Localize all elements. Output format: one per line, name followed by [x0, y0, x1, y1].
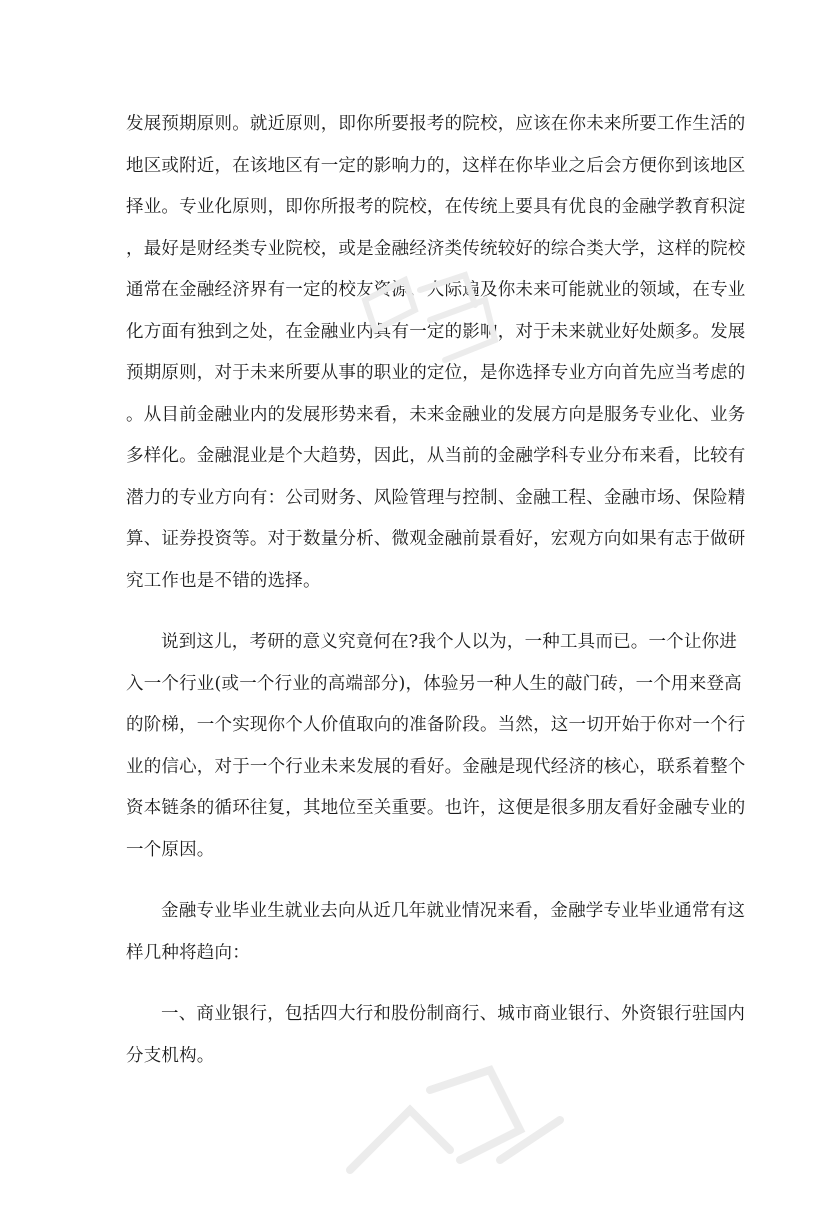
text-line: 算、证券投资等。对于数量分析、微观金融前景看好，宏观方向如果有志于做研: [126, 529, 746, 549]
text-line: 化方面有独到之处，在金融业内具有一定的影响，对于未来就业好处颇多。发展: [126, 321, 746, 342]
text-line: 金融专业毕业生就业去向从近几年就业情况来看，金融学专业毕业通常有这: [161, 901, 746, 921]
text-line: 入一个行业(或一个行业的高端部分)，体验另一种人生的敲门砖，一个用来登高: [126, 673, 742, 694]
text-line: 择业。专业化原则，即你所报考的院校，在传统上要具有优良的金融学教育积淀: [126, 197, 746, 217]
text-line: 发展预期原则。就近原则，即你所要报考的院校，应该在你未来所要工作生活的: [126, 114, 746, 134]
document-body: [126, 104, 746, 1077]
text-line: 资本链条的循环往复，其地位至关重要。也许，这便是很多朋友看好金融专业的: [126, 798, 746, 818]
text-line: 一、商业银行，包括四大行和股份制商行、城市商业银行、外资银行驻国内: [161, 1004, 746, 1024]
text-line: 地区或附近，在该地区有一定的影响力的，这样在你毕业之后会方便你到该地区: [126, 155, 746, 176]
text-line: 多样化。金融混业是个大趋势，因此，从当前的金融学科专业分布来看，比较有: [126, 446, 746, 466]
text-line: 潜力的专业方向有：公司财务、风险管理与控制、金融工程、金融市场、保险精: [126, 487, 746, 508]
paragraph-commercial-banks: [126, 994, 746, 1077]
text-line: ，最好是财经类专业院校，或是金融经济类传统较好的综合类大学，这样的院校: [126, 238, 746, 259]
text-line: 究工作也是不错的选择。: [126, 570, 321, 591]
paragraph-meaning-of-graduate-study: [126, 622, 746, 871]
paragraph-graduate-school-principles: [126, 104, 746, 602]
text-line: 的阶梯，一个实现你个人价值取向的准备阶段。当然，这一切开始于你对一个行: [126, 715, 746, 735]
text-line: 。从目前金融业内的发展形势来看，未来金融业的发展方向是服务专业化、业务: [126, 404, 746, 425]
text-line: 分支机构。: [126, 1045, 215, 1066]
text-line: 预期原则，对于未来所要从事的职业的定位，是你选择专业方向首先应当考虑的: [126, 363, 746, 383]
text-line: 通常在金融经济界有一定的校友资源，人际遍及你未来可能就业的领域，在专业: [126, 280, 746, 300]
text-line: 说到这儿，考研的意义究竟何在?我个人以为，一种工具而已。一个让你进: [161, 632, 737, 652]
text-line: 业的信心，对于一个行业未来发展的看好。金融是现代经济的核心，联系着整个: [126, 756, 746, 777]
paragraph-graduate-destinations: [126, 891, 746, 974]
text-line: 一个原因。: [126, 839, 215, 860]
text-line: 样几种将趋向：: [126, 942, 250, 963]
